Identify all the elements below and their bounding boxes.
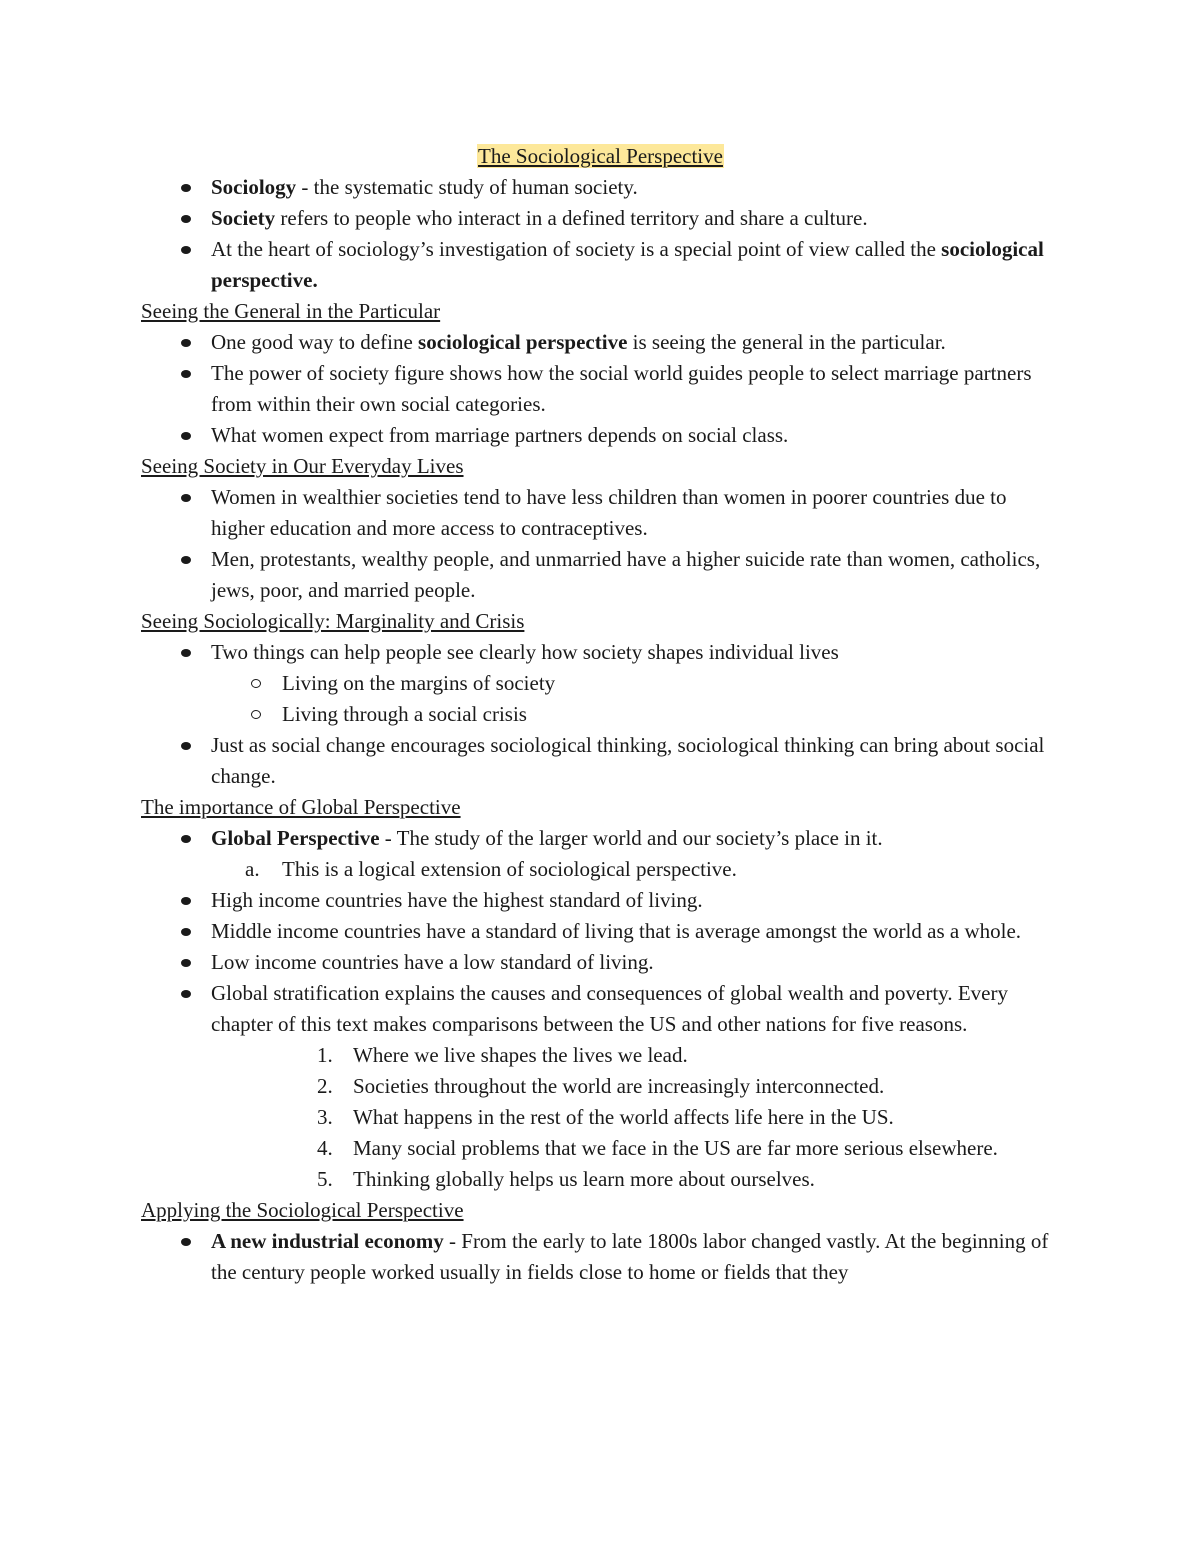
item-text: Middle income countries have a standard of living that is average amongst the world as a whole. bbox=[211, 919, 1022, 943]
list-number: 4. bbox=[317, 1136, 333, 1160]
item-text: What happens in the rest of the world affects life here in the US. bbox=[353, 1105, 894, 1129]
hollow-bullet-icon bbox=[249, 699, 263, 730]
list-number: 3. bbox=[317, 1105, 333, 1129]
bullet-icon bbox=[179, 637, 193, 668]
item-text: Low income countries have a low standard of living. bbox=[211, 950, 654, 974]
numbered-item bbox=[141, 1102, 1060, 1133]
bullet-icon bbox=[179, 1226, 193, 1257]
list-item bbox=[141, 730, 1060, 792]
item-text: - The study of the larger world and our society’s place in it. bbox=[379, 826, 883, 850]
list-number: 2. bbox=[317, 1074, 333, 1098]
bullet-icon bbox=[179, 885, 193, 916]
hollow-bullet-icon bbox=[249, 668, 263, 699]
item-text: Thinking globally helps us learn more about ourselves. bbox=[353, 1167, 815, 1191]
item-text: - the systematic study of human society. bbox=[296, 175, 638, 199]
section5-list bbox=[141, 1226, 1060, 1288]
item-text: Two things can help people see clearly how society shapes individual lives bbox=[211, 640, 839, 664]
section3-list bbox=[141, 637, 1060, 792]
list-item bbox=[141, 1226, 1060, 1288]
item-text: Societies throughout the world are increasingly interconnected. bbox=[353, 1074, 885, 1098]
list-marker: a. bbox=[245, 857, 260, 881]
list-number: 1. bbox=[317, 1043, 333, 1067]
title-row bbox=[141, 141, 1060, 172]
term: sociological perspective. bbox=[211, 237, 1044, 292]
bullet-icon bbox=[179, 420, 193, 451]
list-item bbox=[141, 203, 1060, 234]
numbered-item bbox=[141, 1164, 1060, 1195]
term: Society bbox=[211, 206, 276, 230]
bullet-icon bbox=[179, 544, 193, 575]
list-item bbox=[141, 916, 1060, 947]
item-text: Where we live shapes the lives we lead. bbox=[353, 1043, 688, 1067]
intro-list bbox=[141, 172, 1060, 296]
bullet-icon bbox=[179, 482, 193, 513]
section-heading: Seeing Society in Our Everyday Lives bbox=[141, 454, 464, 478]
bullet-icon bbox=[179, 978, 193, 1009]
item-text: Many social problems that we face in the US are far more serious elsewhere. bbox=[353, 1136, 998, 1160]
list-number: 5. bbox=[317, 1167, 333, 1191]
list-item bbox=[141, 482, 1060, 544]
bullet-icon bbox=[179, 730, 193, 761]
list-item bbox=[141, 823, 1060, 854]
numbered-item bbox=[141, 1133, 1060, 1164]
item-text: Global stratification explains the causes and consequences of global wealth and poverty. Every chapter of this text makes comparisons between the US and other nations for five reasons. bbox=[211, 981, 1008, 1036]
item-text: Just as social change encourages sociological thinking, sociological thinking can bring about social change. bbox=[211, 733, 1045, 788]
bullet-icon bbox=[179, 234, 193, 265]
term: Global Perspective bbox=[211, 826, 380, 850]
section-heading: Seeing Sociologically: Marginality and Crisis bbox=[141, 609, 525, 633]
term: Sociology bbox=[211, 175, 297, 199]
item-text: What women expect from marriage partners depends on social class. bbox=[211, 423, 789, 447]
bullet-icon bbox=[179, 916, 193, 947]
section4-list bbox=[141, 823, 1060, 1040]
item-text: Men, protestants, wealthy people, and unmarried have a higher suicide rate than women, catholics, jews, poor, and married people. bbox=[211, 547, 1041, 602]
bullet-icon bbox=[179, 203, 193, 234]
numbered-item bbox=[141, 1071, 1060, 1102]
list-item bbox=[141, 327, 1060, 358]
section2-list bbox=[141, 482, 1060, 606]
sub-list-item bbox=[141, 668, 1060, 699]
document-title: The Sociological Perspective bbox=[478, 144, 723, 168]
item-text: is seeing the general in the particular. bbox=[627, 330, 946, 354]
section-heading: Applying the Sociological Perspective bbox=[141, 1198, 464, 1222]
item-text: At the heart of sociology’s investigation of society is a special point of view called the bbox=[211, 237, 942, 261]
list-item bbox=[141, 172, 1060, 203]
bullet-icon bbox=[179, 327, 193, 358]
sub-list-item bbox=[141, 699, 1060, 730]
bullet-icon bbox=[179, 947, 193, 978]
list-item bbox=[141, 978, 1060, 1040]
bullet-icon bbox=[179, 823, 193, 854]
item-text: Women in wealthier societies tend to have less children than women in poorer countries due to higher education and more access to contraceptives. bbox=[211, 485, 1007, 540]
section-heading: Seeing the General in the Particular bbox=[141, 299, 441, 323]
item-text: High income countries have the highest standard of living. bbox=[211, 888, 703, 912]
item-text: - From the early to late 1800s labor changed vastly. At the beginning of the century people worked usually in fields close to home or fields that they bbox=[211, 1229, 1049, 1284]
list-item bbox=[141, 234, 1060, 296]
item-text: This is a logical extension of sociological perspective. bbox=[282, 857, 737, 881]
item-text: The power of society figure shows how the social world guides people to select marriage partners from within their own social categories. bbox=[211, 361, 1032, 416]
item-text: Living on the margins of society bbox=[282, 671, 556, 695]
reasons-list bbox=[141, 1040, 1060, 1195]
item-text: One good way to define bbox=[211, 330, 419, 354]
sub-list-item bbox=[141, 854, 1060, 885]
item-text: Living through a social crisis bbox=[282, 702, 527, 726]
bullet-icon bbox=[179, 172, 193, 203]
bullet-icon bbox=[179, 358, 193, 389]
numbered-item bbox=[141, 1040, 1060, 1071]
list-item bbox=[141, 358, 1060, 420]
section-heading: The importance of Global Perspective bbox=[141, 795, 461, 819]
list-item bbox=[141, 637, 1060, 668]
section1-list bbox=[141, 327, 1060, 451]
list-item bbox=[141, 885, 1060, 916]
item-text: refers to people who interact in a defined territory and share a culture. bbox=[275, 206, 868, 230]
list-item bbox=[141, 947, 1060, 978]
term: A new industrial economy bbox=[211, 1229, 444, 1253]
term: sociological perspective bbox=[418, 330, 628, 354]
list-item bbox=[141, 420, 1060, 451]
list-item bbox=[141, 544, 1060, 606]
